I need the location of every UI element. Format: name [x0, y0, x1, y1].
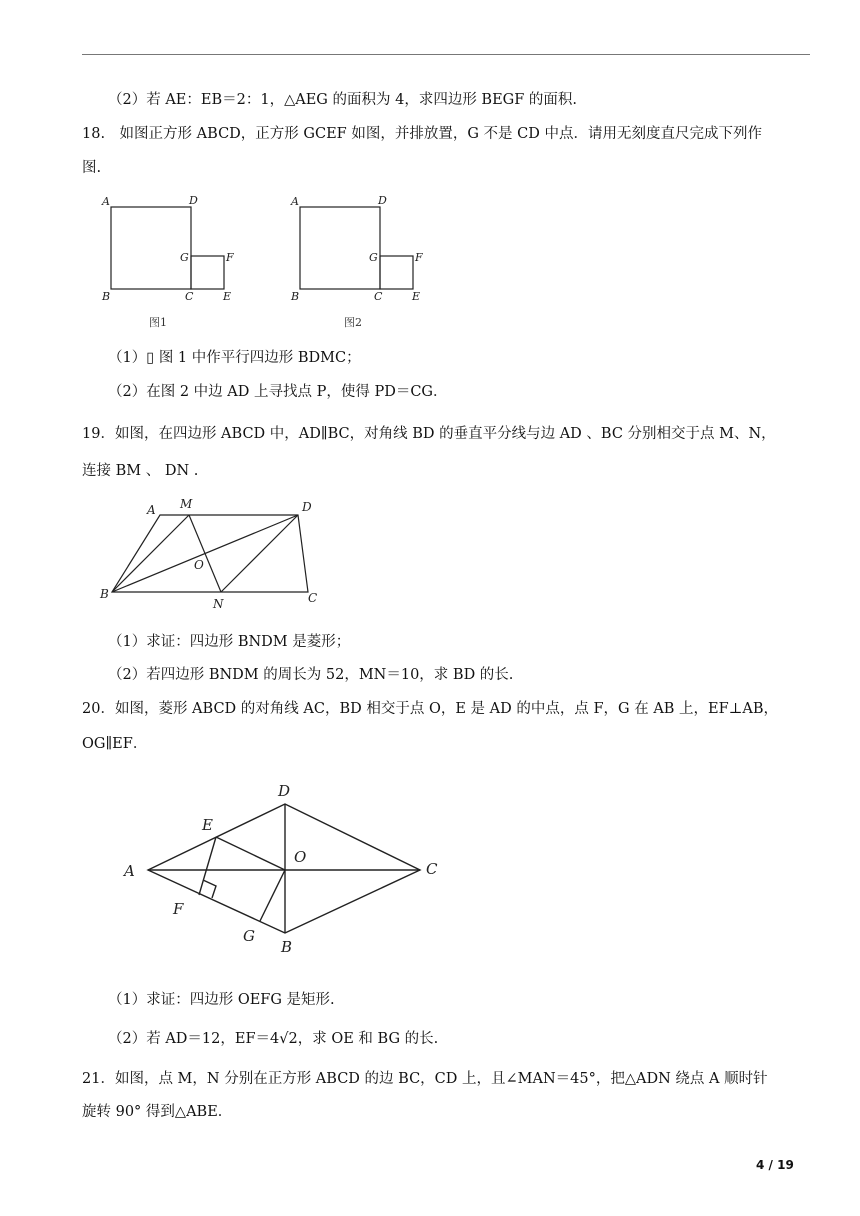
q20-label-G: G: [243, 927, 255, 945]
q20-label-O: O: [294, 848, 307, 866]
q19-label-N: N: [213, 597, 224, 611]
q19-figure: [96, 494, 326, 614]
q20-stem-line2: OG∥EF．: [82, 736, 148, 752]
fig2-label-C: C: [374, 290, 383, 303]
q20-label-A: A: [124, 862, 135, 880]
q19-part2: （2）若四边形 BNDM 的周长为 52，MN＝10，求 BD 的长.: [108, 667, 514, 683]
q19-label-B: B: [100, 587, 109, 601]
q20-label-F: F: [173, 900, 184, 918]
page-number: 4 / 19: [756, 1158, 794, 1172]
q19-label-C: C: [308, 591, 318, 605]
q18-figure-1: [94, 190, 244, 330]
q19-part1: （1）求证：四边形 BNDM 是菱形；: [108, 634, 351, 650]
q20-part1: （1）求证：四边形 OEFG 是矩形.: [108, 992, 335, 1008]
q18-part1: （1）▯ 图 1 中作平行四边形 BDMC；: [108, 350, 361, 366]
fig2-label-B: B: [291, 290, 300, 303]
fig1-label-G: G: [180, 251, 189, 264]
fig1-label-C: C: [185, 290, 194, 303]
fig2-label-E: E: [412, 290, 421, 303]
fig1-label-E: E: [223, 290, 232, 303]
q19-label-A: A: [147, 503, 156, 517]
fig1-label-F: F: [226, 251, 234, 264]
q21-stem-line1: 21．如图，点 M，N 分别在正方形 ABCD 的边 BC，CD 上，且∠MAN＝45°，把△ADN 绕点 A 顺时针: [82, 1071, 768, 1087]
q19-stem-line1: 19．如图，在四边形 ABCD 中，AD∥BC，对角线 BD 的垂直平分线与边 AD 、BC 分别相交于点 M、N，: [82, 426, 776, 442]
fig1-label-D: D: [189, 194, 198, 207]
header-rule: [82, 54, 810, 55]
q19-label-M: M: [180, 497, 193, 511]
q20-part2: （2）若 AD＝12，EF＝4√2，求 OE 和 BG 的长.: [108, 1031, 439, 1047]
q19-stem-line2: 连接 BM 、 DN .: [82, 463, 199, 479]
q18-stem-line2: 图.: [82, 160, 102, 176]
q17-part2: （2）若 AE：EB＝2：1，△AEG 的面积为 4，求四边形 BEGF 的面积.: [108, 92, 578, 108]
q20-label-D: D: [278, 782, 291, 800]
q18-figure-2: [283, 190, 433, 330]
fig2-label-D: D: [378, 194, 387, 207]
fig2-caption: 图2: [344, 316, 362, 329]
q18-stem-line1: 18. 如图正方形 ABCD，正方形 GCEF 如图，并排放置，G 不是 CD 中点．请用无刻度直尺完成下列作: [82, 126, 762, 142]
q20-label-E: E: [202, 816, 213, 834]
q19-label-O: O: [194, 558, 204, 572]
q20-stem-line1: 20．如图，菱形 ABCD 的对角线 AC，BD 相交于点 O，E 是 AD 的中点，点 F，G 在 AB 上，EF⊥AB，: [82, 701, 778, 717]
fig2-label-G: G: [369, 251, 378, 264]
fig1-caption: 图1: [149, 316, 167, 329]
q20-label-B: B: [281, 938, 293, 956]
fig1-label-A: A: [102, 195, 110, 208]
q21-stem-line2: 旋转 90° 得到△ABE．: [82, 1104, 233, 1120]
fig2-label-F: F: [415, 251, 423, 264]
q20-label-C: C: [426, 860, 438, 878]
q20-figure: [118, 776, 448, 958]
q18-part2: （2）在图 2 中边 AD 上寻找点 P，使得 PD＝CG．: [108, 384, 448, 400]
q19-label-D: D: [302, 500, 312, 514]
fig1-label-B: B: [102, 290, 111, 303]
fig2-label-A: A: [291, 195, 299, 208]
